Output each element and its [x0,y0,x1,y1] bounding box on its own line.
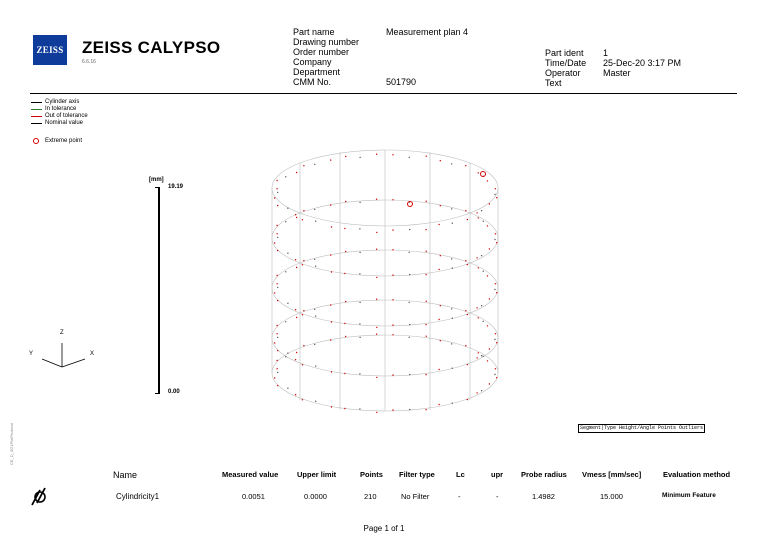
measured-point [277,350,278,351]
measured-point [425,409,426,410]
cell-evaluation-method: Minimum Feature [662,492,716,499]
measured-point [276,333,277,334]
measured-point [344,408,345,409]
cell-upr: - [496,492,499,501]
measured-point [496,242,497,243]
measured-point [478,352,479,353]
measured-point [274,292,275,293]
measured-point [295,214,296,215]
label-cmm-no: CMM No. [293,77,331,87]
measured-point [476,392,477,393]
measured-point [483,271,484,272]
measured-point [345,301,346,302]
measured-point [277,337,278,338]
cell-upper-limit: 0.0000 [304,492,327,501]
scale-tick-bottom [155,393,160,394]
legend-nominal-value: Nominal value [31,120,88,127]
measured-point [409,337,410,338]
measured-point [494,374,495,375]
measured-point [489,203,490,204]
measured-point [392,324,393,325]
measured-point [426,156,427,157]
legend-in-tolerance: In tolerance [31,106,88,113]
measured-point [438,224,439,225]
measured-point [314,309,315,310]
measured-point [438,404,439,405]
measured-point [296,217,297,218]
measured-point [277,192,278,193]
label-drawing-number: Drawing number [293,37,360,47]
measured-point [295,309,296,310]
measured-point [276,233,277,234]
value-department [386,67,468,77]
value-drawing-number [386,37,468,47]
measured-point [303,260,304,261]
measured-point [481,305,482,306]
measured-point [494,289,495,290]
label-text: Text [545,78,562,88]
measured-point [392,334,393,335]
header-labels-left [293,27,359,87]
measured-point [330,254,331,255]
measured-point [489,383,490,384]
app-brand: ZEISS CALYPSO [82,38,221,57]
measured-point [438,319,439,320]
measured-point [330,159,331,160]
measured-point [303,165,304,166]
measured-point [481,355,482,356]
label-company: Company [293,57,332,67]
measured-point [276,325,277,326]
measured-point [330,339,331,340]
measured-point [440,255,441,256]
zeiss-logo [33,35,67,65]
measured-point [277,300,278,301]
measured-point [409,252,410,253]
measured-point [376,334,377,335]
measured-point [345,156,346,157]
measured-point [495,283,496,284]
measured-point [392,199,393,200]
label-operator: Operator [545,68,581,78]
measured-point [476,212,477,213]
cell-points: 210 [364,492,377,501]
col-vmess: Vmess [mm/sec] [582,470,642,479]
measured-point [438,369,439,370]
measured-point [277,250,278,251]
measured-point [496,377,497,378]
measured-point [481,255,482,256]
measured-point [314,344,315,345]
label-department: Department [293,67,341,77]
measured-point [426,301,427,302]
measured-point [287,353,288,354]
measured-point [392,249,393,250]
measured-point [465,310,466,311]
label-order-number: Order number [293,47,350,57]
measured-point [481,210,482,211]
measured-point [274,342,275,343]
extreme-point-low [408,202,413,207]
measured-point [409,409,410,410]
axis-label-z: Z [60,330,64,336]
measured-point [452,368,453,369]
measured-point [315,266,316,267]
measured-point [359,252,360,253]
measured-point [277,205,278,206]
measured-point [285,221,286,222]
measured-point [440,160,441,161]
legend-swatch [31,123,42,124]
measured-point [487,225,488,226]
measured-point [496,292,497,293]
measured-point [425,229,426,230]
measured-point [359,302,360,303]
measured-point [426,201,427,202]
measured-point [344,228,345,229]
measured-point [376,327,377,328]
measured-point [478,317,479,318]
measured-point [495,233,496,234]
measured-point [331,226,332,227]
measured-point [392,374,393,375]
extreme-point-icon [33,138,39,144]
measured-point [315,221,316,222]
measured-point [359,323,360,324]
measured-point [476,357,477,358]
value-cmm-no: 501790 [386,77,417,87]
measured-point [331,406,332,407]
measured-point [409,324,410,325]
label-part-ident: Part ident [545,48,584,58]
measured-point [425,324,426,325]
measured-point [451,258,452,259]
measured-point [345,336,346,337]
sidebar-text: CE_D_0G1PlotProtocol [9,422,14,465]
measured-point [276,283,277,284]
measured-point [277,385,278,386]
axis-label-x: X [90,351,95,357]
measured-point [315,401,316,402]
col-probe-radius: Probe radius [521,470,567,479]
measured-point [467,399,468,400]
col-measured-value: Measured value [222,470,279,479]
measured-point [409,157,410,158]
measured-point [487,180,488,181]
measured-point [467,364,468,365]
scale-unit: [mm] [149,177,164,183]
measured-point [330,304,331,305]
measured-point [345,251,346,252]
measured-point [330,204,331,205]
measured-point [476,257,477,258]
cylinder-plot [265,138,505,428]
measured-point [302,264,303,265]
measured-points [274,154,497,414]
value-time-date: 25-Dec-20 3:17 PM [603,58,682,68]
measured-point [425,374,426,375]
measured-point [295,394,296,395]
measured-point [489,298,490,299]
legend-swatch [31,102,42,103]
measured-point [296,267,297,268]
measured-point [376,249,377,250]
legend-extreme-point: Extreme point [33,138,82,144]
measured-point [345,201,346,202]
measured-point [494,194,495,195]
axis-label-y: Y [29,351,34,357]
measured-point [495,333,496,334]
label-time-date: Time/Date [545,58,587,68]
measured-point [344,373,345,374]
measured-point [285,176,286,177]
value-text [603,78,681,88]
value-part-name: Measurement plan 4 [386,27,469,37]
measured-point [392,409,393,410]
col-evaluation-method: Evaluation method [663,470,731,479]
measured-point [276,360,277,361]
measured-point [451,163,452,164]
col-points: Points [360,470,383,479]
measured-point [314,259,315,260]
measured-point [452,268,453,269]
measured-point [426,336,427,337]
col-lc: Lc [456,470,465,479]
measured-point [296,352,297,353]
measured-point [295,259,296,260]
measured-point [451,343,452,344]
segment-label: Segment|Type Height/Angle Points Outliers [580,425,704,431]
header-values-right [603,48,681,88]
measured-point [344,323,345,324]
measured-point [287,303,288,304]
page-footer: Page 1 of 1 [363,524,405,533]
cylindricity-icon [29,487,51,507]
measured-point [276,188,277,189]
measured-point [483,221,484,222]
measured-point [426,251,427,252]
measured-point [409,302,410,303]
measured-point [451,208,452,209]
measured-point [451,308,452,309]
scale-tick-top [155,187,160,188]
measured-point [465,210,466,211]
measured-point [277,372,278,373]
measured-point [276,225,277,226]
version-text: 6.6.16 [82,59,96,65]
measured-point [438,269,439,270]
measured-point [392,274,393,275]
measured-point [344,273,345,274]
measured-point [465,260,466,261]
measured-point [467,314,468,315]
measured-point [276,180,277,181]
measured-point [287,208,288,209]
measured-point [359,373,360,374]
measured-point [452,318,453,319]
measured-point [494,339,495,340]
measured-point [452,223,453,224]
header-divider [30,93,737,94]
legend-out-of-tolerance: Out of tolerance [31,113,88,120]
legend-swatch [31,116,42,117]
measured-point [489,348,490,349]
cylinder-wireframe [272,150,498,411]
col-filter-type: Filter type [399,470,435,479]
measured-point [487,275,488,276]
measured-point [483,356,484,357]
measured-point [285,356,286,357]
measured-point [487,325,488,326]
cell-name: Cylindricity1 [116,492,160,501]
measured-point [465,345,466,346]
value-order-number [386,47,468,57]
measured-point [487,360,488,361]
measured-point [376,232,377,233]
measured-point [359,337,360,338]
measured-point [287,253,288,254]
measured-point [409,229,410,230]
plot-legend [31,99,88,127]
measured-point [376,299,377,300]
measured-point [359,157,360,158]
measured-point [467,264,468,265]
header-values-left [386,27,468,87]
measured-point [302,314,303,315]
measured-point [392,299,393,300]
measured-point [303,210,304,211]
measured-point [331,271,332,272]
measured-point [478,217,479,218]
cell-filter-type: No Filter [401,492,430,501]
measured-point [296,317,297,318]
measured-point [376,199,377,200]
value-part-ident: 1 [603,48,609,58]
value-operator: Master [603,68,631,78]
measured-point [277,287,278,288]
measured-point [496,197,497,198]
scale-bar [158,187,160,393]
measured-point [359,202,360,203]
measured-point [276,368,277,369]
measured-point [296,172,297,173]
measured-point [295,359,296,360]
measured-point [376,277,377,278]
measured-point [274,377,275,378]
measured-point [494,239,495,240]
col-upr: upr [491,470,504,479]
measured-point [331,321,332,322]
cell-probe-radius: 1.4982 [532,492,555,501]
measured-point [440,305,441,306]
measured-point [376,412,377,413]
measured-point [392,154,393,155]
measured-point [496,342,497,343]
measured-point [478,172,479,173]
measured-point [274,197,275,198]
measured-point [303,310,304,311]
measured-point [276,275,277,276]
measured-point [285,321,286,322]
measured-point [392,229,393,230]
measured-point [483,321,484,322]
measured-point [302,364,303,365]
label-part-name: Part name [293,27,335,37]
measured-point [303,345,304,346]
cell-measured-value: 0.0051 [242,492,265,501]
legend-swatch [31,109,42,110]
measured-point [314,209,315,210]
cell-vmess: 15.000 [600,492,623,501]
measured-point [359,228,360,229]
measured-point [465,165,466,166]
measured-point [359,273,360,274]
measured-point [287,388,288,389]
measured-point [359,408,360,409]
value-company [386,57,468,67]
legend-cylinder-axis: Cylinder axis [31,99,88,106]
col-upper-limit: Upper limit [297,470,337,479]
measured-point [467,219,468,220]
measured-point [314,164,315,165]
measured-point [376,154,377,155]
scale-min: 0.00 [168,389,180,395]
cell-lc: - [458,492,461,501]
measured-point [476,307,477,308]
col-name: Name [113,470,138,480]
measured-point [481,390,482,391]
measured-point [425,274,426,275]
measured-point [315,366,316,367]
measured-point [277,237,278,238]
logo-text: ZEISS [36,45,64,55]
measured-point [302,219,303,220]
measured-point [452,403,453,404]
measured-point [495,188,496,189]
measured-point [409,274,410,275]
measured-point [478,267,479,268]
measured-point [302,399,303,400]
measured-point [274,242,275,243]
measured-point [495,368,496,369]
measured-point [376,377,377,378]
measured-point [440,340,441,341]
scale-max: 19.19 [168,184,184,190]
measured-point [331,371,332,372]
header-labels-right [545,48,586,88]
measured-point [489,248,490,249]
measured-point [440,205,441,206]
axis-triad-icon [30,325,100,375]
measured-point [315,316,316,317]
measured-point [409,374,410,375]
measured-point [285,271,286,272]
